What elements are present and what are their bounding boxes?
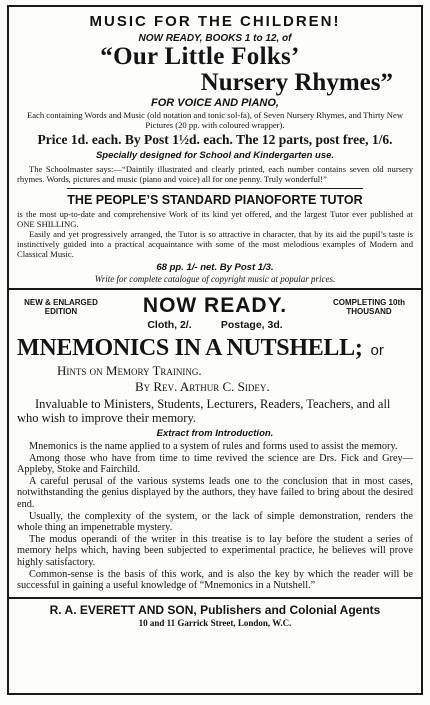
intro-paragraph-6: Common-sense is the basis of this work, and is also the key by which the reader will be successful in gaining a useful knowledge of “Mnemonics in a Nutshell.” [17, 568, 413, 592]
tutor-price: 68 pp. 1/- net. By Post 1/3. [156, 262, 274, 273]
mnemonics-price: Cloth, 2/. Postage, 3d. [147, 319, 283, 331]
completing-tag-line2: THOUSAND [346, 307, 392, 316]
intro-paragraph-2: Among those who have from time to time revived the science are Drs. Fick and Grey—Appleby, Stoke and Fairchild. [17, 452, 413, 476]
section-divider [9, 288, 421, 290]
mnemonics-subtitle: Hints on Memory Training. [57, 363, 202, 378]
publisher-address: 10 and 11 Garrick Street, London, W.C. [138, 617, 292, 628]
divider-short [67, 188, 363, 189]
catalogue-note: Write for complete catalogue of copyright music at popular prices. [94, 274, 336, 284]
music-headline: MUSIC FOR THE CHILDREN! [89, 13, 341, 30]
advertisement-page [7, 5, 423, 695]
footer-divider [9, 597, 421, 599]
new-edition-tag-line1: NEW & ENLARGED [24, 298, 98, 307]
intro-paragraph-5: The modus operandi of the writer in this treatise is to lay before the student a series of memory helps which, having been subjected to experimental practice, he believes will prove highly satisfactory. [17, 533, 413, 568]
completing-tag [325, 294, 413, 316]
intro-paragraph-4: Usually, the complexity of the system, or the lack of simple demonstration, renders the whole thing an impenetrable mystery. [17, 510, 413, 534]
schoolmaster-review: The Schoolmaster says:—“Daintily illustrated and clearly printed, each number contains seven old nursery rhymes. Words, pictures and music (piano and voice) all for one penny. Truly wonderful!” [17, 164, 413, 184]
extract-heading: Extract from Introduction. [156, 428, 274, 439]
now-ready-heading: NOW READY. [142, 294, 288, 317]
mnemonics-title-row [17, 334, 413, 362]
publisher-line: R. A. EVERETT AND SON, Publishers and Colonial Agents [49, 602, 381, 617]
intro-paragraph-1: Mnemonics is the name applied to a system of rules and forms used to assist the memory. [29, 441, 398, 452]
mnemonics-author: By Rev. Arthur C. Sidey. [135, 379, 270, 394]
special-design-note: Specially designed for School and Kindergarten use. [95, 150, 335, 161]
nursery-title-line2: Nursery Rhymes” [200, 69, 393, 96]
tutor-details: Easily and yet progressively arranged, the Tutor is so attractive in character, that by its aid the pupil’s taste is instinctively guided into a practical acquaintance with some of the most melodious examples of Modern and Classical Music. [17, 229, 413, 259]
now-ready-books: NOW READY, BOOKS 1 to 12, of [138, 33, 292, 44]
completing-tag-line1: COMPLETING 10th [332, 298, 405, 307]
voice-piano-subtitle: FOR VOICE AND PIANO, [151, 97, 279, 109]
nursery-title-line1: “Our Little Folks’ [100, 43, 300, 70]
invaluable-note: Invaluable to Ministers, Students, Lecturers, Readers, Teachers, and all who wish to improve their memory. [17, 397, 391, 425]
pianoforte-tutor-title: THE PEOPLE’S STANDARD PIANOFORTE TUTOR [67, 193, 363, 207]
intro-paragraph-3: A careful perusal of the various systems leads one to the conclusion that in most cases, notwithstanding the genius displayed by the authors, they have failed to bring about the desired end. [17, 475, 413, 510]
now-ready-row [17, 294, 413, 318]
nursery-price-line: Price 1d. each. By Post 1½d. each. The 12 parts, post free, 1/6. [37, 132, 393, 147]
tutor-description: is the most up-to-date and comprehensive Work of its kind yet offered, and the largest Tutor ever published at ONE SHILLING. [17, 209, 413, 229]
new-edition-tag-line2: EDITION [44, 307, 78, 316]
nursery-description: Each containing Words and Music (old notation and tonic sol-fa), of Seven Nursery Rhymes, and Thirty New Pictures (20 pp. with coloured wrapper). [26, 110, 404, 130]
mnemonics-title: MNEMONICS IN A NUTSHELL; [17, 335, 363, 361]
new-edition-tag [17, 294, 105, 316]
title-or: or [370, 342, 384, 359]
